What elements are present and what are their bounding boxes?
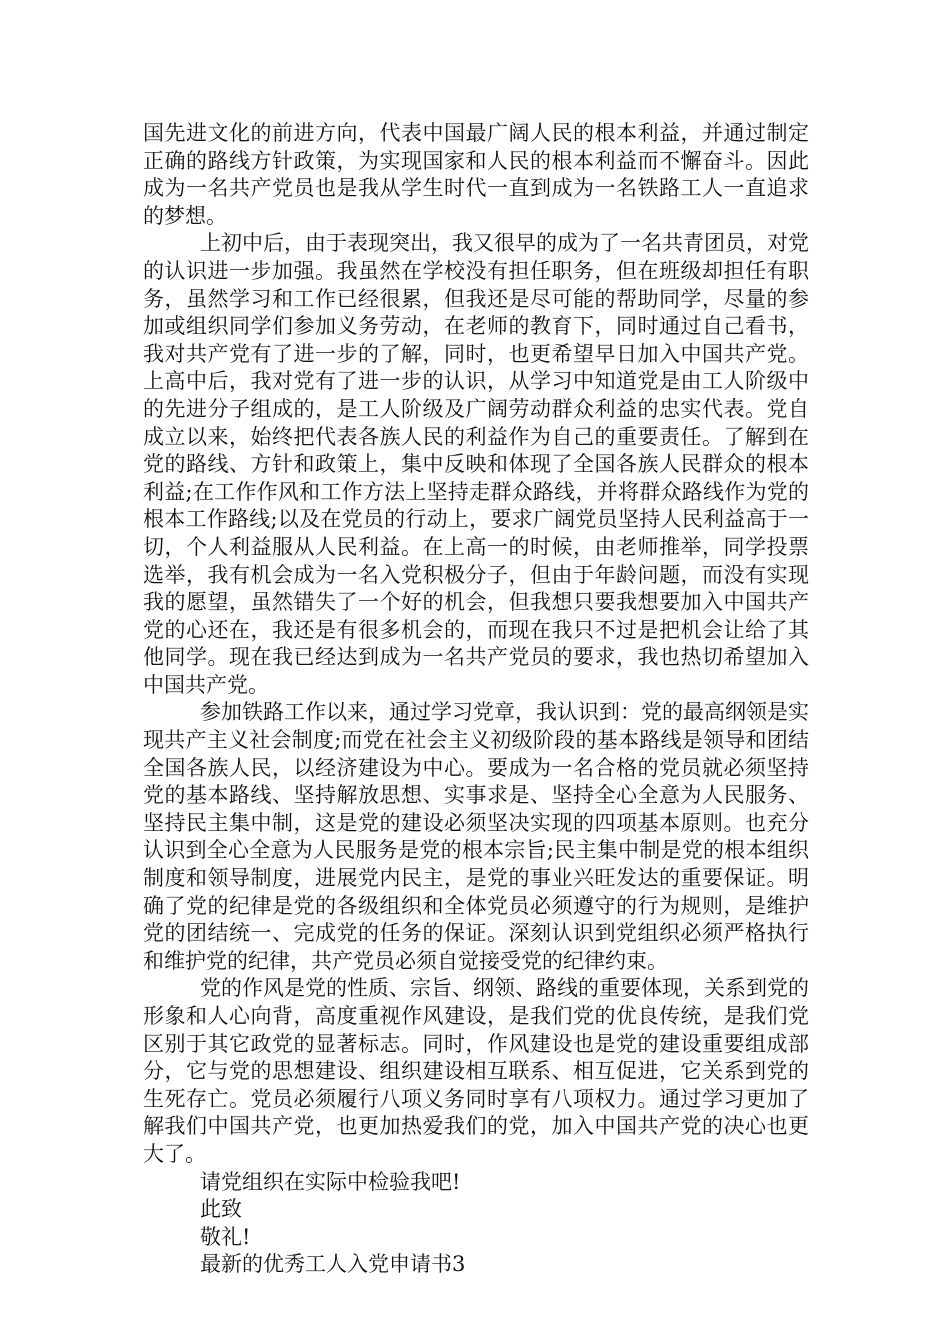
paragraph-continuation: 国先进文化的前进方向，代表中国最广阔人民的根本利益，并通过制定正确的路线方针政策，为实现国家和人民的根本利益而不懈奋斗。因此成为一名共产党员也是我从学生时代一直到成为一名铁路工人一直追求的梦想。 bbox=[143, 121, 809, 228]
closing-request: 请党组织在实际中检验我吧! bbox=[200, 1169, 461, 1194]
closing-respect: 敬礼! bbox=[200, 1224, 251, 1249]
paragraph-party-style: 党的作风是党的性质、宗旨、纲领、路线的重要体现，关系到党的形象和人心向背，高度重视作风建设，是我们党的优良传统，是我们党区别于其它政党的显著标志。同时，作风建设也是党的建设重要组成部分，它与党的思想建设、组织建设相互联系、相互促进，它关系到党的生死存亡。党员必须履行八项义务同时享有八项权力。通过学习更加了解我们中国共产党，也更加热爱我们的党，加入中国共产党的决心也更大了。 bbox=[143, 976, 809, 1166]
document-body bbox=[143, 120, 809, 1279]
closing-salutation: 此致 bbox=[200, 1197, 242, 1222]
next-document-title: 最新的优秀工人入党申请书3 bbox=[200, 1252, 466, 1277]
paragraph-junior-high: 上初中后，由于表现突出，我又很早的成为了一名共青团员，对党的认识进一步加强。我虽然在学校没有担任职务，但在班级却担任有职务，虽然学习和工作已经很累，但我还是尽可能的帮助同学，尽量的参加或组织同学们参加义务劳动，在老师的教育下，同时通过自己看书，我对共产党有了进一步的了解，同时，也更希望早日加入中国共产党。 上高中后，我对党有了进一步的认识，从学习中知道党是由工人阶级中的先进分子组成的，是工人阶级及广阔劳动群众利益的忠实代表。党自成立以来，始终把代表各族人民的利益作为自己的重要责任。了解到在党的路线、方针和政策上，集中反映和体现了全国各族人民群众的根本利益;在工作作风和工作方法上坚持走群众路线，并将群众路线作为党的根本工作路线;以及在党员的行动上，要求广阔党员坚持人民利益高于一切，个人利益服从人民利益。在上高一的时候，由老师推举，同学投票选举，我有机会成为一名入党积极分子，但由于年龄问题，而没有实现我的愿望，虽然错失了一个好的机会，但我想只要我想要加入中国共产党的心还在，我还是有很多机会的，而现在我只不过是把机会让给了其他同学。现在我已经达到成为一名共产党员的要求，我也热切希望加入中国共产党。 bbox=[143, 231, 809, 697]
paragraph-railway-work: 参加铁路工作以来，通过学习党章，我认识到：党的最高纲领是实现共产主义社会制度;而党在社会主义初级阶段的基本路线是领导和团结全国各族人民，以经济建设为中心。要成为一名合格的党员就必须坚持党的基本路线、坚持解放思想、实事求是、坚持全心全意为人民服务、坚持民主集中制，这是党的建设必须坚决实现的四项基本原则。也充分认识到全心全意为人民服务是党的根本宗旨;民主集中制是党的根本组织制度和领导制度，进展党内民主，是党的事业兴旺发达的重要保证。明确了党的纪律是党的各级组织和全体党员必须遵守的行为规则，是维护党的团结统一、完成党的任务的保证。深刻认识到党组织必须严格执行和维护党的纪律，共产党员必须自觉接受党的纪律约束。 bbox=[143, 700, 809, 973]
